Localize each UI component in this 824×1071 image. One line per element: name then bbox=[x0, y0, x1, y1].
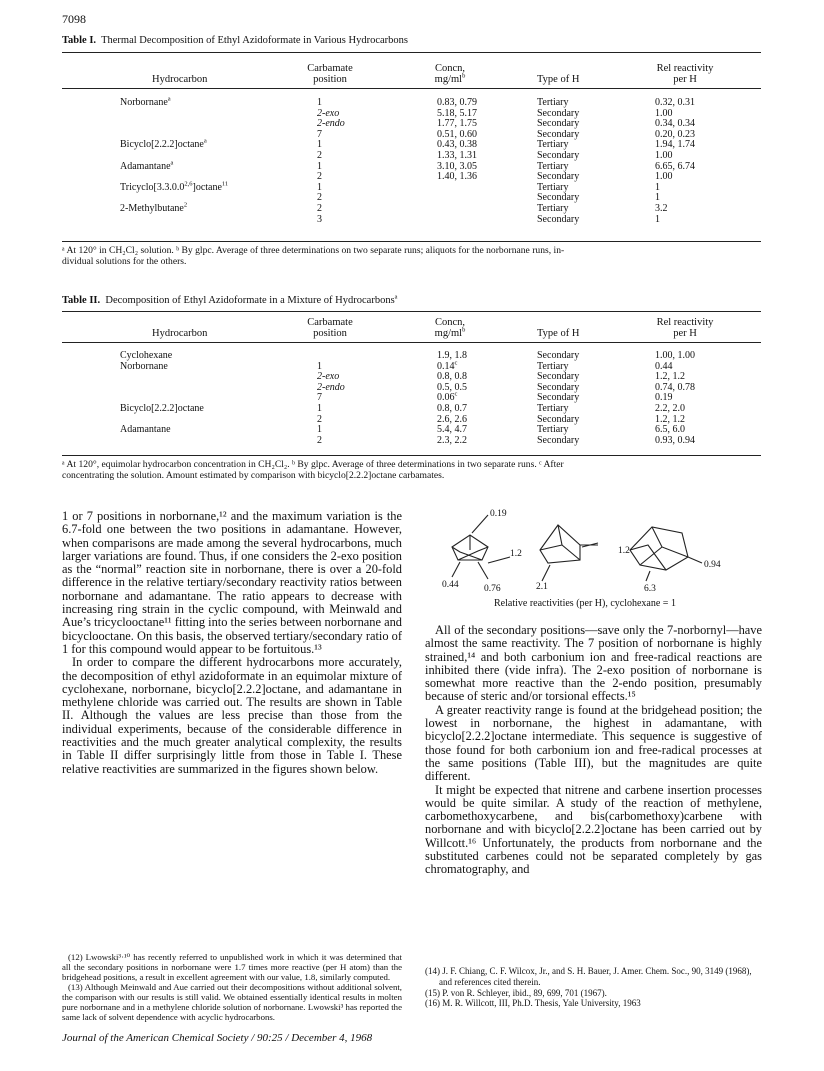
hydrocarbon-cell bbox=[120, 119, 317, 130]
table1-label: Table I. bbox=[62, 35, 97, 46]
left-footnotes bbox=[62, 952, 402, 1022]
type-cell: Secondary bbox=[537, 171, 580, 183]
hydrocarbon-cell: Tricyclo[3.3.0.0$^{2,6}$]octane$^{11}$ bbox=[120, 180, 229, 193]
table1-header-carbamate: Carbamate position bbox=[307, 63, 353, 85]
figure-label-7: 6.3 bbox=[644, 584, 656, 594]
table2-body bbox=[120, 351, 755, 446]
table-row bbox=[120, 215, 755, 226]
type-cell: Tertiary bbox=[537, 360, 569, 372]
concn-cell: 0.5, 0.5 bbox=[437, 381, 467, 393]
type-cell: Secondary bbox=[537, 350, 580, 361]
table1-header-hydrocarbon: Hydrocarbon bbox=[152, 74, 208, 85]
position-cell bbox=[317, 351, 437, 362]
rel-cell: 3.2 bbox=[655, 202, 668, 214]
type-cell: Tertiary bbox=[537, 139, 569, 151]
table1-title: Thermal Decomposition of Ethyl Azidoformate in Various Hydrocarbons bbox=[101, 35, 408, 46]
position-cell: 1 bbox=[317, 360, 322, 372]
rel-cell: 0.20, 0.23 bbox=[655, 128, 695, 140]
rel-cell: 0.74, 0.78 bbox=[655, 381, 695, 393]
rel-cell: 1.94, 1.74 bbox=[655, 139, 695, 151]
rel-cell: 0.93, 0.94 bbox=[655, 434, 695, 446]
hydrocarbon-cell bbox=[120, 109, 317, 120]
concn-cell bbox=[437, 204, 537, 215]
concn-cell: 1.33, 1.31 bbox=[437, 149, 477, 161]
table1-bottom-rule bbox=[62, 241, 761, 242]
footnote-12: (12) Lwowski³·¹⁰ has recently referred to unpublished work in which it was determined that all the secondary positions in norbornane were 1.7 times more reactive (per H atom) than the bridgehead positions, a result in excellent agreement with our value, 1.8, similarly computed. bbox=[62, 952, 402, 982]
left-paragraph-2: In order to compare the different hydrocarbons more accurately, the decomposition of ethyl azidoformate in an equimolar mixture of cyclohexane, norbornane, bicyclo[2.2.2]octane, and adamantane in methylene chloride was carried out. The results are shown in Table II. Although the values are less precise than those from the individual experiments, because of the considerable difference in reactivities and the much greater analytical complexity, the results in Table II differ surprisingly little from those in Table I. These relative reactivities are summarized in the figures shown below. bbox=[62, 655, 402, 776]
rel-cell: 1.00 bbox=[655, 171, 673, 183]
table2-header-concn: Concn, $mg/ml^b$ bbox=[434, 317, 466, 339]
concn-cell: 1.77, 1.75 bbox=[437, 118, 477, 130]
reference-15: (15) P. von R. Schleyer, ibid., 89, 699, 701 (1967). bbox=[425, 987, 607, 998]
reference-14: (14) J. F. Chiang, C. F. Wilcox, Jr., and S. H. Bauer, J. Amer. Chem. Soc., 90, 3149 (1968), and references cited therein. bbox=[425, 966, 752, 987]
figure-label-1: 1.2 bbox=[510, 549, 522, 559]
concn-cell: 0.83, 0.79 bbox=[437, 97, 477, 108]
type-cell: Secondary bbox=[537, 213, 580, 225]
right-paragraph-3: It might be expected that nitrene and carbene insertion processes would be quite similar. A study of the reaction of methylene, carbomethoxycarbene, and bis(carbomethoxy)carbene with norbornane and with bicyclo[2.2.2]octane has been carried out by Willcott.¹⁶ Unfortunately, the products from norbornane and the substituted carbenes could not be separated completely by gas chromatography, and bbox=[425, 782, 762, 877]
type-cell: Tertiary bbox=[537, 97, 569, 108]
concn-cell: 1.9, 1.8 bbox=[437, 350, 467, 361]
rel-cell: 1 bbox=[655, 192, 660, 204]
concn-cell: 0.51, 0.60 bbox=[437, 128, 477, 140]
rel-cell: 0.34, 0.34 bbox=[655, 118, 695, 130]
table1-body bbox=[120, 95, 755, 225]
concn-cell: 5.18, 5.17 bbox=[437, 107, 477, 119]
type-cell: Secondary bbox=[537, 149, 580, 161]
hydrocarbon-cell: Bicyclo[2.2.2]octane$^a$ bbox=[120, 138, 207, 151]
rel-cell: 2.2, 2.0 bbox=[655, 402, 685, 414]
type-cell: Secondary bbox=[537, 434, 580, 446]
table2-bottom-rule bbox=[62, 455, 761, 456]
hydrocarbon-cell: Cyclohexane bbox=[120, 350, 173, 361]
reference-16: (16) M. R. Willcott, III, Ph.D. Thesis, Yale University, 1963 bbox=[425, 998, 641, 1009]
table1-footnotes: ᵃ At 120° in CH₂Cl₂ solution. ᵇ By glpc. Average of three determinations on two separate runs; aliquots for the norbornane runs, in- dividual solutions for the others. bbox=[62, 245, 565, 268]
right-column-body bbox=[425, 624, 762, 877]
table2-caption: Table II. Decomposition of Ethyl Azidoformate in a Mixture of Hydrocarbons$^a$ bbox=[62, 293, 398, 306]
type-cell: Secondary bbox=[537, 118, 580, 130]
table1-header-rule bbox=[62, 88, 761, 89]
table2-top-rule bbox=[62, 311, 761, 312]
table1-caption bbox=[62, 35, 408, 46]
journal-footer: Journal of the American Chemical Society / 90:25 / December 4, 1968 bbox=[62, 1032, 373, 1044]
hydrocarbon-cell: Bicyclo[2.2.2]octane bbox=[120, 402, 204, 414]
type-cell: Secondary bbox=[537, 107, 580, 119]
table1-header-concn: Concn, $mg/ml^b$ bbox=[434, 63, 466, 85]
page-number: 7098 bbox=[62, 12, 86, 26]
position-cell: 1 bbox=[317, 402, 322, 414]
hydrocarbon-cell: Norbornane$^a$ bbox=[120, 95, 171, 108]
figure-label-4: 0.44 bbox=[442, 580, 459, 590]
rel-cell: 6.5, 6.0 bbox=[655, 424, 685, 436]
type-cell: Secondary bbox=[537, 413, 580, 425]
table1-top-rule bbox=[62, 52, 761, 53]
position-cell: 1 bbox=[317, 160, 322, 172]
table2-header-rule bbox=[62, 342, 761, 343]
table-row bbox=[120, 436, 755, 447]
concn-cell: 1.40, 1.36 bbox=[437, 171, 477, 183]
hydrocarbon-cell bbox=[120, 383, 317, 394]
type-cell: Tertiary bbox=[537, 202, 569, 214]
position-cell: 3 bbox=[317, 213, 322, 225]
hydrocarbon-cell: Adamantane bbox=[120, 424, 171, 436]
type-cell: Secondary bbox=[537, 392, 580, 404]
hydrocarbon-cell bbox=[120, 372, 317, 383]
table2-header-type: Type of H bbox=[537, 328, 580, 339]
position-cell: 7 bbox=[317, 128, 322, 140]
concn-cell: 3.10, 3.05 bbox=[437, 160, 477, 172]
hydrocarbon-cell: Adamantane$^a$ bbox=[120, 159, 174, 172]
hydrocarbon-cell bbox=[120, 215, 317, 226]
concn-cell: 0.8, 0.7 bbox=[437, 402, 467, 414]
rel-cell: 6.65, 6.74 bbox=[655, 160, 695, 172]
right-references bbox=[425, 966, 762, 1009]
table1-header-type: Type of H bbox=[537, 74, 580, 85]
position-cell: 2 bbox=[317, 192, 322, 204]
table2-header-rel: Rel reactivity per H bbox=[656, 317, 714, 339]
table2-footnotes: ᵃ At 120°, equimolar hydrocarbon concentration in CH₂Cl₂. ᵇ By glpc. Average of three determinations in two separate runs. ᶜ After concentrating the solution. Amount estimated by comparison with bicyclo[2.2.2]octane carbamates. bbox=[62, 459, 564, 482]
position-cell: 2 bbox=[317, 149, 322, 161]
position-cell: 1 bbox=[317, 97, 322, 108]
concn-cell: 2.6, 2.6 bbox=[437, 413, 467, 425]
type-cell: Secondary bbox=[537, 381, 580, 393]
rel-cell: 1 bbox=[655, 213, 660, 225]
position-cell: 7 bbox=[317, 392, 322, 404]
position-cell: 2 bbox=[317, 171, 322, 183]
concn-cell: 0.8, 0.8 bbox=[437, 371, 467, 383]
position-cell: 2 bbox=[317, 202, 322, 214]
concn-cell: 5.4, 4.7 bbox=[437, 424, 467, 436]
rel-cell: 1 bbox=[655, 181, 660, 193]
left-paragraph-1: 1 or 7 positions in norbornane,¹² and the maximum variation is the 6.7-fold one between the two positions in adamantane. However, when comparisons are made among the several hydrocarbons, much larger variations are found. Thus, if one considers the 2-exo position as the “normal” reaction site in norbornane, there is over a 20-fold difference in the relative tertiary/secondary reactivity ratios between norbornane and adamantane. The ratio appears to decrease with increasing ring strain in the cyclic compound, with Meinwald and Aue’s tricyclooctane¹¹ fitting into the series between norbornane and bicyclooctane. On this basis, the observed tertiary/secondary ratio of 1 for this compound would appear to be fortuitous.¹³ bbox=[62, 509, 402, 656]
concn-cell bbox=[437, 183, 537, 194]
type-cell: Secondary bbox=[537, 128, 580, 140]
rel-cell: 1.2, 1.2 bbox=[655, 413, 685, 425]
adamantane-structure bbox=[630, 527, 702, 581]
norbornane-structure bbox=[452, 515, 510, 579]
concn-cell: 0.43, 0.38 bbox=[437, 139, 477, 151]
concn-cell bbox=[437, 193, 537, 204]
figure-label-3: 0.94 bbox=[704, 560, 721, 570]
position-cell: 2-exo bbox=[317, 371, 340, 383]
table2-header-hydrocarbon: Hydrocarbon bbox=[152, 328, 208, 339]
type-cell: Tertiary bbox=[537, 160, 569, 172]
bicyclooctane-structure bbox=[540, 525, 598, 581]
position-cell: 1 bbox=[317, 181, 322, 193]
concn-cell: 0.06$^c$ bbox=[437, 391, 458, 404]
figure-label-6: 2.1 bbox=[536, 582, 548, 592]
rel-cell: 0.32, 0.31 bbox=[655, 97, 695, 108]
table2-header-carbamate: Carbamate position bbox=[307, 317, 353, 339]
position-cell: 1 bbox=[317, 424, 322, 436]
rel-cell: 1.00 bbox=[655, 149, 673, 161]
rel-cell: 1.00, 1.00 bbox=[655, 350, 695, 361]
figure-label-5: 0.76 bbox=[484, 584, 501, 594]
rel-cell: 0.19 bbox=[655, 392, 673, 404]
type-cell: Secondary bbox=[537, 371, 580, 383]
position-cell: 1 bbox=[317, 139, 322, 151]
left-column-body bbox=[62, 510, 402, 776]
hydrocarbon-cell: 2-Methylbutane$^2$ bbox=[120, 201, 188, 214]
figure-label-2: 1.2 bbox=[618, 546, 630, 556]
position-cell: 2-exo bbox=[317, 107, 340, 119]
table2-title: Decomposition of Ethyl Azidoformate in a Mixture of Hydrocarbons bbox=[105, 295, 395, 306]
right-paragraph-2: A greater reactivity range is found at the bridgehead position; the lowest in norbornane, the highest in adamantane, with bicyclo[2.2.2]octane intermediate. This sequence is suggestive of those found for both carbonium ion and free-radical processes at the same positions (Table III), but the magnitudes are quite different. bbox=[425, 702, 762, 784]
rel-cell: 0.44 bbox=[655, 360, 673, 372]
type-cell: Secondary bbox=[537, 192, 580, 204]
position-cell: 2-endo bbox=[317, 118, 345, 130]
figure-label-0: 0.19 bbox=[490, 509, 507, 519]
right-paragraph-1: All of the secondary positions—save only the 7-norbornyl—have almost the same reactivity. The 7 position of norbornane is highly strained,¹⁴ and both carbonium ion and free-radical reactions are inhibited there (vide infra). The 2-exo position of norbornane is somewhat more reactive than the 2-endo position, presumably because of steric and/or torsional effects.¹⁵ bbox=[425, 623, 762, 704]
hydrocarbon-cell bbox=[120, 436, 317, 447]
concn-cell bbox=[437, 215, 537, 226]
position-cell: 2 bbox=[317, 434, 322, 446]
position-cell: 2-endo bbox=[317, 381, 345, 393]
concn-cell: 2.3, 2.2 bbox=[437, 434, 467, 446]
type-cell: Tertiary bbox=[537, 181, 569, 193]
table1-header-rel: Rel reactivity per H bbox=[656, 63, 714, 85]
hydrocarbon-cell: Norbornane bbox=[120, 360, 168, 372]
table2-label: Table II. bbox=[62, 295, 101, 306]
type-cell: Tertiary bbox=[537, 424, 569, 436]
rel-cell: 1.00 bbox=[655, 107, 673, 119]
position-cell: 2 bbox=[317, 413, 322, 425]
footnote-13: (13) Although Meinwald and Aue carried out their decompositions without additional solvent, the comparison with our results is still valid. We obtained essentially identical results in molten pure norbornane and in a methylene chloride solution of norbornane. Lwowski³ has reported the same lack of solvent dependence with acyclic hydrocarbons. bbox=[62, 982, 402, 1022]
type-cell: Tertiary bbox=[537, 402, 569, 414]
concn-cell: 0.14$^c$ bbox=[437, 359, 458, 372]
rel-cell: 1.2, 1.2 bbox=[655, 371, 685, 383]
figure-caption: Relative reactivities (per H), cyclohexane = 1 bbox=[494, 598, 676, 609]
